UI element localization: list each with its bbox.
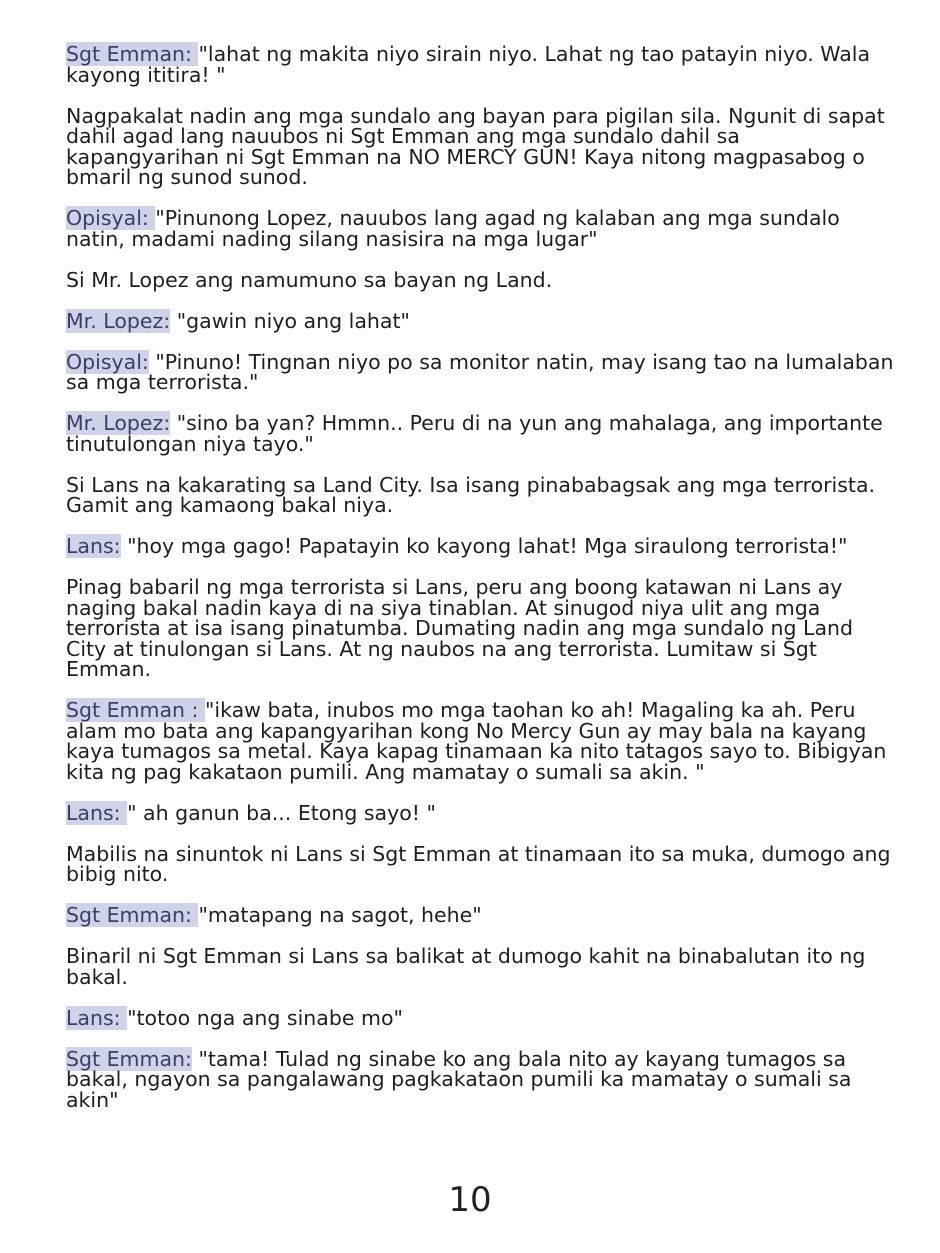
dialogue-paragraph bbox=[66, 308, 896, 333]
speaker-label: Lans: bbox=[66, 800, 128, 825]
speaker-label: Lans: bbox=[66, 1005, 128, 1030]
paragraph-text: " ah ganun ba... Etong sayo! " bbox=[127, 800, 436, 825]
dialogue-paragraph bbox=[66, 413, 896, 454]
paragraph-text: "tama! Tulad ng sinabe ko ang bala nito ay kayang tumagos sa bakal, ngayon sa pangalawang pagkakataon pumili ka mamatay o sumali sa akin" bbox=[66, 1046, 852, 1112]
story-body bbox=[66, 44, 896, 1131]
speaker-label: Sgt Emman: bbox=[66, 903, 199, 927]
dialogue-paragraph bbox=[66, 208, 896, 249]
dialogue-paragraph bbox=[66, 1005, 896, 1030]
paragraph-text: "totoo nga ang sinabe mo" bbox=[127, 1005, 403, 1030]
paragraph-text: "gawin niyo ang lahat" bbox=[170, 308, 410, 333]
speaker-label: Sgt Emman: bbox=[66, 1046, 192, 1071]
narration-paragraph bbox=[66, 472, 896, 517]
paragraph-text: Binaril ni Sgt Emman si Lans sa balikat at dumogo kahit na binabalutan ito ng bakal. bbox=[66, 944, 866, 989]
paragraph-text: Pinag babaril ng mga terrorista si Lans, peru ang boong katawan ni Lans ay naging bakal nadin kaya di na siya tinablan. At sinugod niya ulit ang mga terrorista at isa isang pinatumba. Dumating nadin ang mga sundalo ng Land City at tinulongan si Lans. At ng naubos na ang terrorista. Lumitaw si Sgt Emman. bbox=[66, 575, 854, 681]
speaker-label: Opisyal: bbox=[66, 349, 149, 374]
dialogue-paragraph bbox=[66, 905, 896, 926]
dialogue-paragraph bbox=[66, 700, 896, 782]
narration-paragraph bbox=[66, 841, 896, 886]
dialogue-paragraph bbox=[66, 800, 896, 825]
paragraph-text: Si Lans na kakarating sa Land City. Isa isang pinababagsak ang mga terrorista. Gamit ang kamaong bakal niya. bbox=[66, 472, 876, 517]
page-number: 10 bbox=[448, 1180, 492, 1220]
speaker-label: Mr. Lopez: bbox=[66, 308, 171, 333]
paragraph-text: "lahat ng makita niyo sirain niyo. Lahat ng tao patayin niyo. Wala kayong ititira! " bbox=[66, 42, 871, 87]
speaker-label: Opisyal: bbox=[66, 206, 156, 230]
paragraph-text: Nagpakalat nadin ang mga sundalo ang bayan para pigilan sila. Ngunit di sapat dahil agad lang nauubos ni Sgt Emman ang mga sundalo dahil sa kapangyarihan ni Sgt Emman na NO MERCY GUN! Kaya nitong magpasabog o bmaril ng sunod sunod. bbox=[66, 103, 885, 189]
speaker-label: Sgt Emman : bbox=[66, 698, 205, 722]
dialogue-paragraph bbox=[66, 44, 896, 85]
paragraph-text: Mabilis na sinuntok ni Lans si Sgt Emman at tinamaan ito sa muka, dumogo ang bibig nito. bbox=[66, 841, 891, 886]
paragraph-text: "hoy mga gago! Papatayin ko kayong lahat! Mga siraulong terrorista!" bbox=[120, 534, 848, 558]
dialogue-paragraph bbox=[66, 349, 896, 394]
dialogue-paragraph bbox=[66, 536, 896, 557]
paragraph-text: "Pinunong Lopez, nauubos lang agad ng kalaban ang mga sundalo natin, madami nading silang nasisira na mga lugar" bbox=[66, 206, 840, 251]
paragraph-text: "Pinuno! Tingnan niyo po sa monitor natin, may isang tao na lumalaban sa mga terrorista." bbox=[66, 349, 894, 394]
narration-paragraph bbox=[66, 946, 896, 987]
paragraph-text: "matapang na sagot, hehe" bbox=[198, 903, 482, 927]
speaker-label: Mr. Lopez: bbox=[66, 411, 171, 435]
speaker-label: Lans: bbox=[66, 534, 121, 558]
dialogue-paragraph bbox=[66, 1046, 896, 1112]
paragraph-text: Si Mr. Lopez ang namumuno sa bayan ng Land. bbox=[66, 267, 553, 292]
paragraph-text: "sino ba yan? Hmmn.. Peru di na yun ang mahalaga, ang importante tinutulongan niya tayo." bbox=[66, 411, 883, 456]
narration-paragraph bbox=[66, 103, 896, 189]
narration-paragraph bbox=[66, 577, 896, 680]
paragraph-text: "ikaw bata, inubos mo mga taohan ko ah! Magaling ka ah. Peru alam mo bata ang kapangyarihan kong No Mercy Gun ay may bala na kayang kaya tumagos sa metal. Kaya kapag tinamaan ka nito tatagos sayo to. Bibigyan kita ng pag kakataon pumili. Ang mamatay o sumali sa akin. " bbox=[66, 698, 887, 784]
narration-paragraph bbox=[66, 267, 896, 292]
speaker-label: Sgt Emman: bbox=[66, 42, 199, 66]
